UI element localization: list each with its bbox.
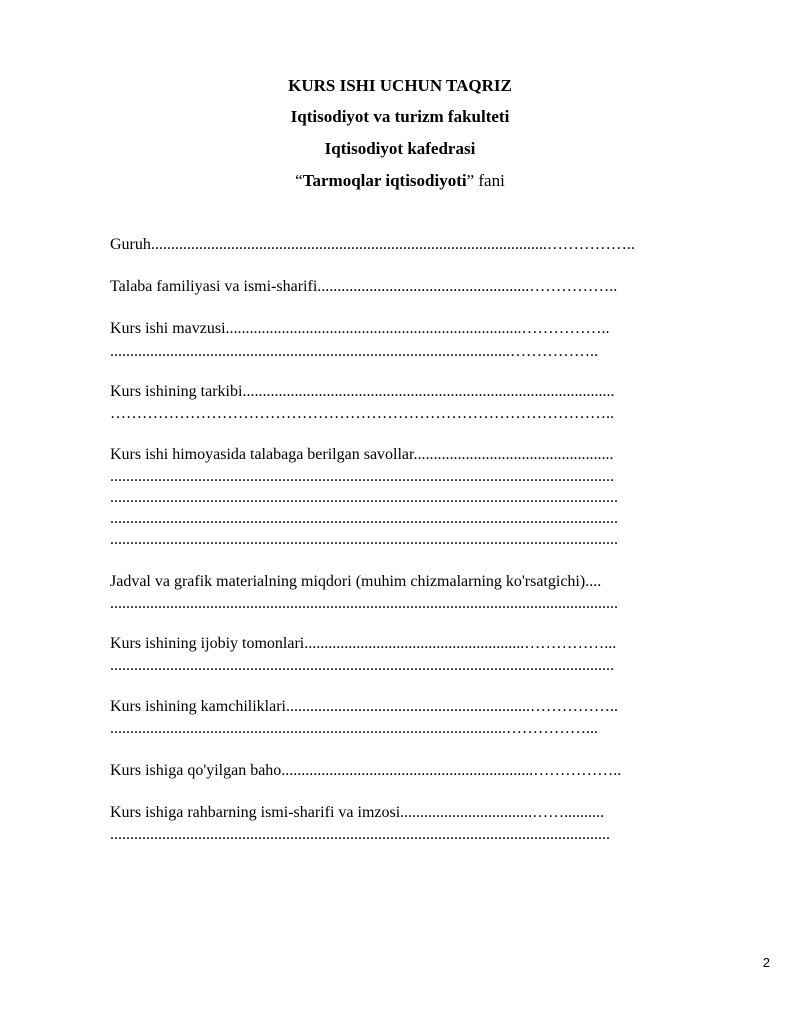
page-number: 2: [762, 955, 770, 970]
field-defense-questions-line-2: ...............................................................................................................................: [110, 489, 618, 506]
document-title: KURS ISHI UCHUN TAQRIZ: [288, 76, 512, 95]
field-defense-questions-line-3: ...............................................................................................................................: [110, 510, 618, 527]
subject-open-quote: “: [295, 171, 303, 190]
subject-name: Tarmoqlar iqtisodiyoti: [302, 171, 467, 190]
field-structure: Kurs ishining tarkibi.............................................................................................: [110, 383, 615, 400]
field-graphic-materials: Jadval va grafik materialning miqdori (muhim chizmalarning ko'rsatgichi)....: [110, 573, 602, 590]
field-defense-questions-line-1: ..............................................................................................................................: [110, 468, 614, 485]
field-positive-aspects: Kurs ishining ijobiy tomonlari.......................................................……………...: [110, 635, 617, 652]
field-shortcomings: Kurs ishining kamchiliklari.............................................................……………..: [110, 698, 618, 715]
field-group: Guruh...................................................................................................……………..: [110, 236, 635, 253]
field-grade: Kurs ishiga qo'yilgan baho...............................................................……………..: [110, 762, 622, 779]
field-topic-continuation: ....................................................................................................……………..: [110, 343, 598, 360]
field-graphic-materials-continuation: ...............................................................................................................................: [110, 595, 618, 612]
field-student-name: Talaba familiyasi va ismi-sharifi.....................................................……………..: [110, 278, 618, 295]
field-defense-questions: Kurs ishi himoyasida talabaga berilgan savollar..................................................: [110, 446, 614, 463]
faculty-name: Iqtisodiyot va turizm fakulteti: [290, 107, 510, 126]
department-name: Iqtisodiyot kafedrasi: [324, 139, 476, 158]
field-supervisor-signature: Kurs ishiga rahbarning ismi-sharifi va imzosi.................................……..........: [110, 804, 605, 821]
subject-line: [0, 171, 800, 191]
field-topic: Kurs ishi mavzusi..........................................................................……………..: [110, 320, 610, 337]
subject-suffix: ” fani: [466, 171, 505, 190]
field-structure-continuation: …………………………………………………………………………………..: [110, 405, 614, 422]
field-supervisor-signature-continuation: .............................................................................................................................: [110, 826, 610, 843]
field-shortcomings-continuation: ...................................................................................................……………...: [110, 720, 598, 737]
field-positive-aspects-continuation: ..............................................................................................................................: [110, 657, 614, 674]
field-defense-questions-line-4: ...............................................................................................................................: [110, 531, 618, 548]
